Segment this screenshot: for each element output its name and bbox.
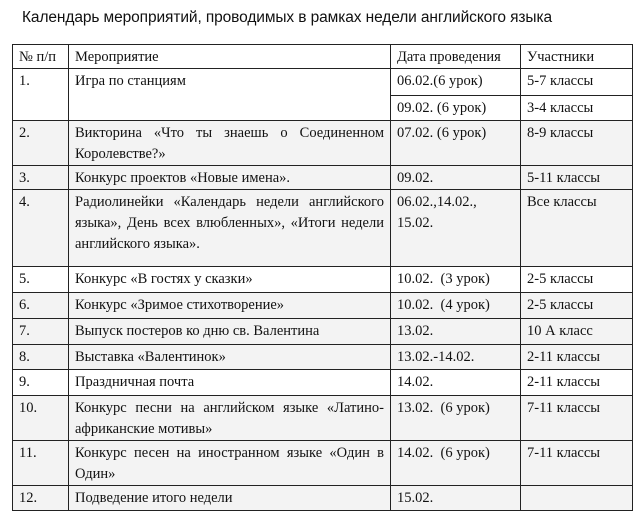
row-number: 3. bbox=[13, 166, 69, 190]
table-row bbox=[13, 486, 633, 511]
document-title: Календарь мероприятий, проводимых в рамках недели английского языка bbox=[22, 9, 553, 26]
row-date: 09.02. (6 урок) bbox=[391, 96, 521, 121]
row-event: Конкурс проектов «Новые имена». bbox=[69, 166, 391, 190]
row-event: Выставка «Валентинок» bbox=[69, 345, 391, 370]
table-row bbox=[13, 370, 633, 396]
row-number: 1. bbox=[13, 69, 69, 121]
row-participants: 5-11 классы bbox=[521, 166, 633, 190]
row-date: 13.02. bbox=[391, 319, 521, 345]
table-row bbox=[13, 267, 633, 293]
header-date: Дата проведения bbox=[391, 45, 521, 69]
row-number: 10. bbox=[13, 396, 69, 441]
table-row bbox=[13, 345, 633, 370]
table-row bbox=[13, 441, 633, 486]
row-date: 09.02. bbox=[391, 166, 521, 190]
row-event: Викторина «Что ты знаешь о Соединенном Королевстве?» bbox=[69, 121, 391, 166]
row-date: 07.02. (6 урок) bbox=[391, 121, 521, 166]
header-number: № п/п bbox=[13, 45, 69, 69]
table-row bbox=[13, 69, 633, 96]
table-row bbox=[13, 121, 633, 166]
row-event: Игра по станциям bbox=[69, 69, 391, 121]
row-participants: 3-4 классы bbox=[521, 96, 633, 121]
row-event: Выпуск постеров ко дню св. Валентина bbox=[69, 319, 391, 345]
table-row bbox=[13, 293, 633, 319]
row-participants: Все классы bbox=[521, 190, 633, 267]
row-date: 15.02. bbox=[391, 486, 521, 511]
row-participants: 10 А класс bbox=[521, 319, 633, 345]
row-number: 4. bbox=[13, 190, 69, 267]
row-participants: 7-11 классы bbox=[521, 396, 633, 441]
row-participants bbox=[521, 486, 633, 511]
row-participants: 7-11 классы bbox=[521, 441, 633, 486]
table-row bbox=[13, 319, 633, 345]
row-number: 8. bbox=[13, 345, 69, 370]
events-table bbox=[12, 44, 633, 511]
row-date: 13.02.-14.02. bbox=[391, 345, 521, 370]
row-participants: 2-5 классы bbox=[521, 267, 633, 293]
table-row bbox=[13, 396, 633, 441]
row-participants: 5-7 классы bbox=[521, 69, 633, 96]
table-row bbox=[13, 166, 633, 190]
row-date: 06.02.,14.02., 15.02. bbox=[391, 190, 521, 267]
row-date: 13.02. (6 урок) bbox=[391, 396, 521, 441]
row-number: 12. bbox=[13, 486, 69, 511]
row-date: 14.02. (6 урок) bbox=[391, 441, 521, 486]
row-participants: 2-5 классы bbox=[521, 293, 633, 319]
row-date: 06.02.(6 урок) bbox=[391, 69, 521, 96]
row-participants: 2-11 классы bbox=[521, 370, 633, 396]
row-date: 10.02. (4 урок) bbox=[391, 293, 521, 319]
row-number: 6. bbox=[13, 293, 69, 319]
row-event: Радиолинейки «Календарь недели английского языка», День всех влюбленных», «Итоги недели английского языка». bbox=[69, 190, 391, 267]
header-event: Мероприятие bbox=[69, 45, 391, 69]
row-event: Конкурс «Зримое стихотворение» bbox=[69, 293, 391, 319]
header-participants: Участники bbox=[521, 45, 633, 69]
row-date: 14.02. bbox=[391, 370, 521, 396]
row-number: 11. bbox=[13, 441, 69, 486]
row-number: 7. bbox=[13, 319, 69, 345]
row-event: Праздничная почта bbox=[69, 370, 391, 396]
row-participants: 2-11 классы bbox=[521, 345, 633, 370]
table-header-row bbox=[13, 45, 633, 69]
row-participants: 8-9 классы bbox=[521, 121, 633, 166]
table-row bbox=[13, 190, 633, 267]
row-event: Конкурс песни на английском языке «Латино-африканские мотивы» bbox=[69, 396, 391, 441]
row-number: 2. bbox=[13, 121, 69, 166]
row-number: 9. bbox=[13, 370, 69, 396]
row-event: Конкурс песен на иностранном языке «Один в Один» bbox=[69, 441, 391, 486]
row-event: Конкурс «В гостях у сказки» bbox=[69, 267, 391, 293]
row-number: 5. bbox=[13, 267, 69, 293]
row-event: Подведение итого недели bbox=[69, 486, 391, 511]
row-date: 10.02. (3 урок) bbox=[391, 267, 521, 293]
